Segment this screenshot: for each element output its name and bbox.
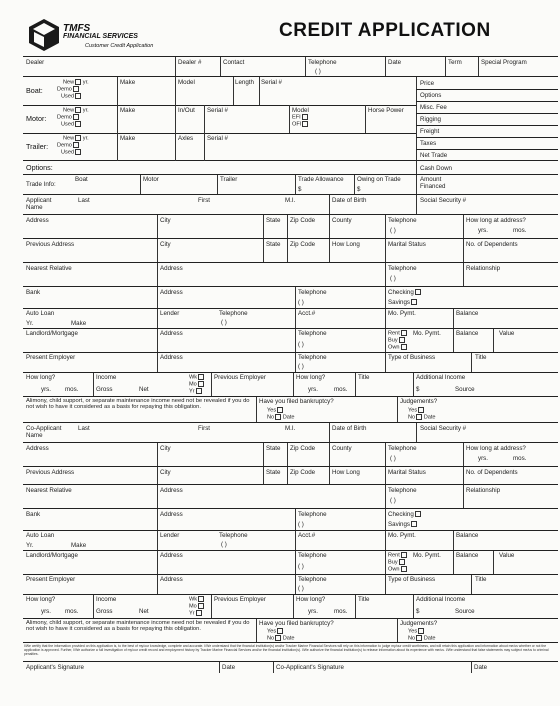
- boat-row: Boat: New yr. Demo Used Make Model Length Serial #: [23, 77, 416, 106]
- motor-label: Motor:: [26, 114, 47, 123]
- cash-down-label: Cash Down: [420, 165, 452, 172]
- boat-serial-label: Serial #: [261, 79, 282, 86]
- auto-loan-row: Auto Loan Yr. Make Lender Telephone ( ) Acct.# Mo. Pymt. Balance: [23, 309, 558, 329]
- landlord-row: Landlord/Mortgage Address Telephone ( ) Rent Buy Own Mo. Pymt. Balance Value: [23, 329, 558, 353]
- applicant-signature-label: Applicant's Signature: [26, 664, 84, 671]
- application-form: [23, 56, 558, 673]
- boat-length-label: Length: [235, 79, 254, 86]
- co-address-row: Address City State Zip Code County Telephone ( ) How long at address? yrs. mos.: [23, 443, 558, 467]
- nearest-relative-row: Nearest Relative Address Telephone ( ) Relationship: [23, 263, 558, 287]
- tmfs-logo-icon: [27, 18, 61, 52]
- taxes-label: Taxes: [420, 140, 437, 147]
- previous-address-row: Previous Address City State Zip Code How Long Marital Status No. of Dependents: [23, 239, 558, 263]
- co-auto-loan-row: Auto Loan Yr. Make Lender Telephone ( ) Acct.# Mo. Pymt. Balance: [23, 531, 558, 551]
- page-title: CREDIT APPLICATION: [279, 20, 491, 41]
- date-label: Date: [388, 59, 402, 66]
- coapplicant-signature-label: Co-Applicant's Signature: [276, 664, 344, 671]
- dealer-row: Dealer Dealer # Contact Telephone ( ) Date Term Special Program: [23, 57, 558, 77]
- dealer-label: Dealer: [26, 59, 45, 66]
- dealer-number-label: Dealer #: [178, 59, 202, 66]
- term-label: Term: [448, 59, 462, 66]
- freight-label: Freight: [420, 128, 440, 135]
- special-program-label: Special Program: [481, 59, 527, 66]
- header: [25, 18, 560, 56]
- applicant-name-row: Applicant Name Last First M.I. Date of Birth Social Security #: [23, 195, 558, 215]
- co-bank-row: Bank Address Telephone ( ) Checking Savings: [23, 509, 558, 531]
- co-employer-row: Present Employer Address Telephone ( ) Type of Business Title: [23, 575, 558, 595]
- co-previous-address-row: Previous Address City State Zip Code How Long Marital Status No. of Dependents: [23, 467, 558, 485]
- misc-fee-label: Misc. Fee: [420, 104, 447, 111]
- applicant-address-row: Address City State Zip Code County Telephone ( ) How long at address? yrs. mos.: [23, 215, 558, 239]
- coapplicant-name-row: Co-Applicant Name Last First M.I. Date of Birth Social Security #: [23, 423, 558, 443]
- income-row: How long? yrs. mos. Income Gross Net Wk Mo Yr Previous Employer How long? yrs. mos. Title Additional Income $ Source: [23, 373, 558, 397]
- certification-row: [23, 643, 558, 662]
- telephone-label: Telephone: [308, 59, 337, 66]
- brand-tagline: Customer Credit Application: [85, 43, 154, 49]
- alimony-row: Alimony, child support, or separate maintenance income need not be revealed if you do not wish to have it considered as a basis for repaying this obligation. Have you filed bankruptcy? Yes No Date Judgements? Yes No Date: [23, 397, 558, 423]
- signature-row: Applicant's Signature Date Co-Applicant's Signature Date: [26, 664, 488, 671]
- boat-make-label: Make: [120, 79, 136, 86]
- options-price-label: Options: [420, 92, 442, 99]
- boat-model-label: Model: [178, 79, 195, 86]
- trailer-row: Trailer: New yr. Demo Used Make Axles Serial #: [23, 133, 416, 161]
- employer-row: Present Employer Address Telephone ( ) Type of Business Title: [23, 353, 558, 373]
- certification-text: I/We certify that the information provided on this application is, to the best of my/our knowledge, complete and accurate. I/We understand that the financial institution(s) and/or Tracker Marine Financial Services will rely on this information to judge my/our credit worthiness, and will retain this application and information about me/us whether or not the application is approved. Further, I/We authorize a full investigation of my/our credit record and employment history by Tracker Marine Financial Services and/or the financial institution(s). I/We authorize the financial institution(s) to release information about its experience with me/us. I/We understand that false statements may subject me/us to criminal penalties.: [24, 644, 549, 657]
- options-label: Options:: [26, 163, 53, 172]
- applicant-name-label: Applicant Name: [26, 197, 52, 211]
- price-label: Price: [420, 80, 435, 87]
- co-landlord-row: Landlord/Mortgage Address Telephone ( ) Rent Buy Own Mo. Pymt. Balance Value: [23, 551, 558, 575]
- options-row: [23, 161, 558, 175]
- bank-row: Bank Address Telephone ( ) Checking Savings: [23, 287, 558, 309]
- co-relative-row: Nearest Relative Address Telephone ( ) Relationship: [23, 485, 558, 509]
- brand-subtitle: FINANCIAL SERVICES: [63, 33, 138, 40]
- boat-label: Boat:: [26, 86, 43, 95]
- brand-name: TMFS: [63, 23, 91, 34]
- trade-info-label: Trade Info:: [26, 181, 56, 188]
- units-block: [23, 77, 558, 161]
- trailer-label: Trailer:: [26, 142, 49, 151]
- co-alimony-row: Alimony, child support, or separate maintenance income need not be revealed if you do not wish to have it considered as a basis for repaying this obligation. Have you filed bankruptcy? Yes No Date Judgements? Yes No Date: [23, 619, 558, 643]
- co-income-row: How long? yrs. mos. Income Gross Net Wk Mo Yr Previous Employer How long? yrs. mos. Title Additional Income $ Source: [23, 595, 558, 619]
- net-trade-label: Net Trade: [420, 152, 448, 159]
- amount-financed-label: Amount Financed: [420, 176, 446, 190]
- trade-info-row: Trade Info: Boat Motor Trailer Trade Allowance $ Owing on Trade $ Amount Financed: [23, 175, 558, 195]
- contact-label: Contact: [223, 59, 245, 66]
- motor-row: Motor: New yr. Demo Used Make In/Out Serial # Model EFI OFI Horse Power: [23, 105, 416, 134]
- rigging-label: Rigging: [420, 116, 441, 123]
